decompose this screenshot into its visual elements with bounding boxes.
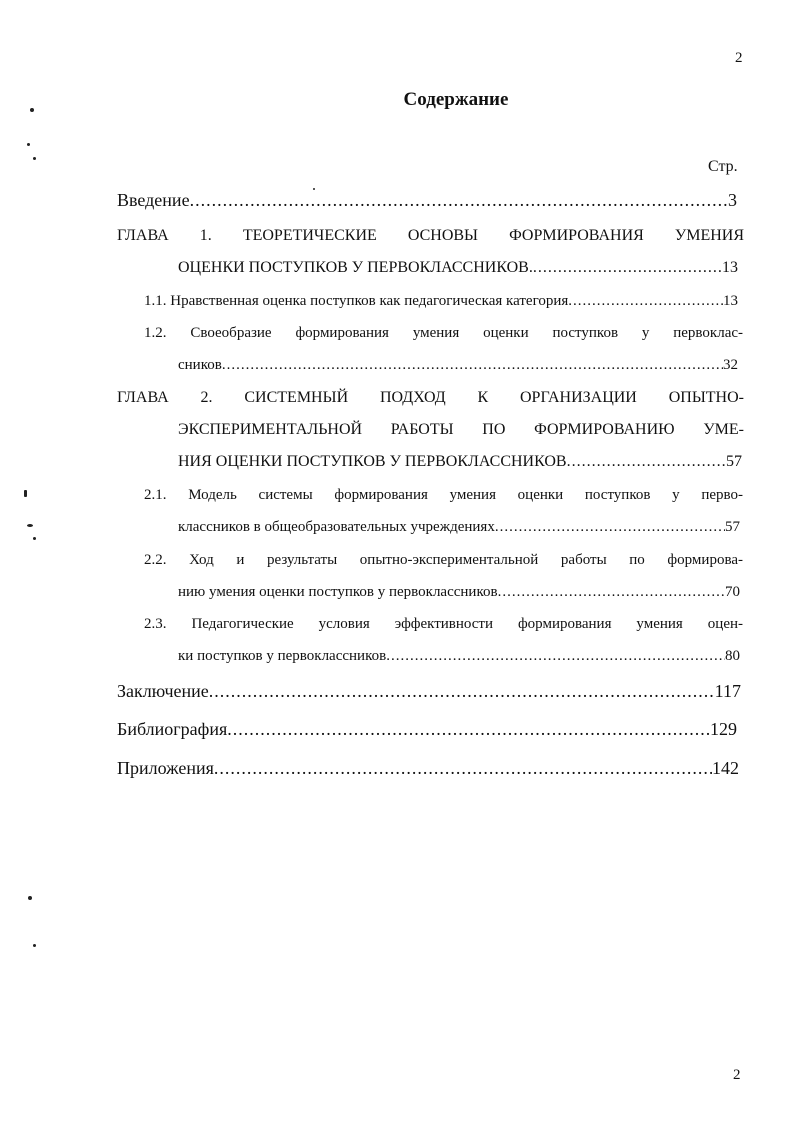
leader-dots bbox=[386, 645, 725, 667]
toc-page: 142 bbox=[712, 758, 739, 778]
scan-speck bbox=[313, 188, 315, 190]
toc-label-line: сников bbox=[178, 357, 222, 373]
leader-dots bbox=[227, 718, 710, 740]
toc-label: Заключение bbox=[117, 681, 209, 701]
toc-label-line: 2.1. Модель системы формирования умения оценки поступков у перво- bbox=[144, 487, 743, 503]
toc-page: 70 bbox=[725, 584, 740, 600]
toc-label-line: нию умения оценки поступков у первоклассников bbox=[178, 584, 498, 600]
scan-speck bbox=[33, 944, 36, 947]
chapter-heading-line: ГЛАВА 2. СИСТЕМНЫЙ ПОДХОД К ОРГАНИЗАЦИИ ОПЫТНО- bbox=[117, 389, 744, 406]
scan-speck bbox=[24, 490, 27, 497]
scan-speck bbox=[33, 537, 36, 540]
toc-page: 57 bbox=[725, 519, 740, 535]
toc-label: 1.1. Нравственная оценка поступков как педагогическая категория bbox=[144, 293, 569, 309]
leader-dots bbox=[222, 354, 723, 376]
toc-label-line: 2.2. Ход и результаты опытно-экспериментальной работы по формирова- bbox=[144, 552, 743, 568]
toc-page: 13 bbox=[722, 259, 738, 276]
leader-dots bbox=[209, 680, 715, 702]
toc-label-line: 2.3. Педагогические условия эффективности формирования умения оцен- bbox=[144, 616, 743, 632]
page-title: Содержание bbox=[403, 89, 509, 110]
scan-speck bbox=[28, 896, 32, 900]
scan-speck bbox=[27, 143, 30, 146]
scan-speck bbox=[30, 108, 34, 112]
chapter-heading-line: НИЯ ОЦЕНКИ ПОСТУПКОВ У ПЕРВОКЛАССНИКОВ bbox=[178, 453, 567, 470]
leader-dots bbox=[533, 257, 722, 279]
toc-label-line: 1.2. Своеобразие формирования умения оценки поступков у первоклас- bbox=[144, 325, 743, 341]
leader-dots bbox=[214, 757, 712, 779]
toc-label-line: классников в общеобразовательных учреждениях bbox=[178, 519, 495, 535]
scan-speck bbox=[27, 524, 33, 527]
leader-dots bbox=[190, 189, 728, 211]
toc-page: 32 bbox=[723, 357, 738, 373]
chapter-heading-line: ЭКСПЕРИМЕНТАЛЬНОЙ РАБОТЫ ПО ФОРМИРОВАНИЮ УМЕ- bbox=[178, 421, 744, 438]
scan-speck bbox=[33, 157, 36, 160]
toc-label: Введение bbox=[117, 190, 190, 210]
page-column-label: Стр. bbox=[708, 158, 738, 175]
toc-page: 13 bbox=[723, 293, 738, 309]
leader-dots bbox=[498, 581, 725, 603]
page-number-bottom: 2 bbox=[733, 1067, 741, 1083]
leader-dots bbox=[567, 451, 726, 473]
toc-page: 129 bbox=[710, 719, 737, 739]
toc-label: Приложения bbox=[117, 758, 214, 778]
leader-dots bbox=[495, 516, 725, 538]
toc-page: 57 bbox=[726, 453, 742, 470]
page-number-top: 2 bbox=[735, 50, 743, 66]
toc-page: 117 bbox=[714, 681, 741, 701]
toc-label: Библиография bbox=[117, 719, 228, 739]
chapter-heading-line: ОЦЕНКИ ПОСТУПКОВ У ПЕРВОКЛАССНИКОВ. bbox=[178, 259, 533, 276]
toc-label-line: ки поступков у первоклассников bbox=[178, 648, 387, 664]
toc-page: 80 bbox=[725, 648, 740, 664]
chapter-heading-line: ГЛАВА 1. ТЕОРЕТИЧЕСКИЕ ОСНОВЫ ФОРМИРОВАНИЯ УМЕНИЯ bbox=[117, 227, 744, 244]
leader-dots bbox=[568, 290, 723, 312]
toc-page: 3 bbox=[728, 190, 737, 210]
